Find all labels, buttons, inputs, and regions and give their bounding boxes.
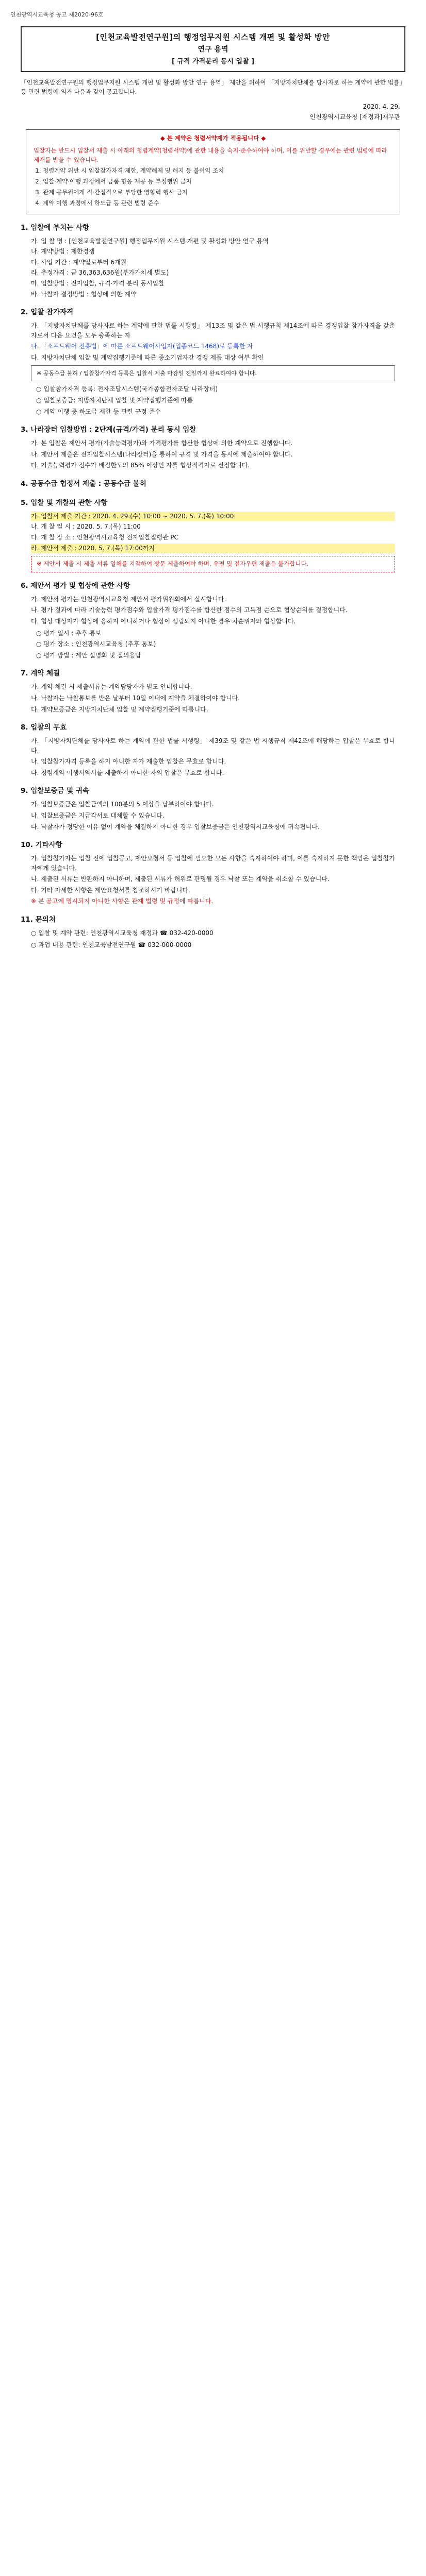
section-4-title: 4. 공동수급 협정서 제출 : 공동수급 불허 <box>21 479 146 488</box>
section-1-item: 가. 입 찰 명 : [인천교육발전연구원] 행정업무지원 시스템 개편 및 활성화 방안 연구 용역 <box>31 237 269 245</box>
notice-page <box>10 0 416 972</box>
section-5-item: 나. 개 찰 일 시 : 2020. 5. 7.(목) 11:00 <box>31 523 141 531</box>
section-10-title: 10. 기타사항 <box>21 841 62 850</box>
section-9-para: 나. 입찰보증금은 지급각서로 대체할 수 있습니다. <box>31 811 165 819</box>
section-1-item: 나. 계약방법 : 제한경쟁 <box>31 248 95 256</box>
integrity-item: 2. 입찰·계약·이행 과정에서 금품·향응 제공 등 부정행위 금지 <box>43 177 392 187</box>
section-10-para: 가. 입찰참가자는 입찰 전에 입찰공고, 제안요청서 등 입찰에 필요한 모든 사항을 숙지하여야 하며, 이를 숙지하지 못한 책임은 입찰참가자에게 있습니다. <box>31 855 395 872</box>
section-1-item: 바. 낙찰자 결정방법 : 협상에 의한 계약 <box>31 290 137 298</box>
section-3-para: 가. 본 입찰은 제안서 평가(기술능력평가)와 가격평가를 합산한 협상에 의한 계약으로 진행합니다. <box>31 439 293 447</box>
section-2-bullets <box>36 384 390 416</box>
sign-date: 2020. 4. 29. <box>363 103 400 110</box>
sign-org: 인천광역시교육청 [재정과]재무관 <box>309 113 400 121</box>
section-7-para: 가. 계약 체결 시 제출서류는 계약담당자가 별도 안내합니다. <box>31 683 192 691</box>
integrity-item: 3. 관계 공무원에게 직·간접적으로 부당한 영향력 행사 금지 <box>43 188 392 197</box>
section-10-para: 나. 제출된 서류는 반환하지 아니하며, 제출된 서류가 허위로 판명될 경우 낙찰 또는 계약을 취소할 수 있습니다. <box>31 875 330 883</box>
signature-block <box>26 102 400 122</box>
notice-subtitle: 연구 용역 <box>198 45 228 54</box>
section-9-title: 9. 입찰보증금 및 귀속 <box>21 787 89 795</box>
contact-line: ○ 과업 내용 관련: 인천교육발전연구원 ☎ 032-000-0000 <box>31 941 192 948</box>
section-6-bullet: ○ 평가 일시 : 추후 통보 <box>36 629 390 638</box>
section-2-bullet: ○ 입찰보증금: 지방자치단체 입찰 및 계약집행기준에 따름 <box>36 396 390 405</box>
section-2-bullet: ○ 입찰참가자격 등록: 전자조달시스템(국가종합전자조달 나라장터) <box>36 384 390 394</box>
section-8-para: 나. 입찰참가자격 등록을 하지 아니한 자가 제출한 입찰은 무효로 합니다. <box>31 758 226 766</box>
section-2-title: 2. 입찰 참가자격 <box>21 308 74 317</box>
section-5-title: 5. 입찰 및 개찰의 관한 사항 <box>21 498 108 507</box>
section-2-para: 다. 지방자치단체 입찰 및 계약집행기준에 따른 중소기업자간 경쟁 제품 대상 여부 확인 <box>31 353 264 361</box>
section-5-item: 가. 입찰서 제출 기간 : 2020. 4. 29.(수) 10:00 ~ 2020. 5. 7.(목) 10:00 <box>31 512 395 521</box>
contact-line: ○ 입찰 및 계약 관련: 인천광역시교육청 재정과 ☎ 032-420-0000 <box>31 929 214 937</box>
notice-title: [인천교육발전연구원]의 행정업무지원 시스템 개편 및 활성화 방안 <box>96 32 330 42</box>
section-5-box: ※ 제안서 제출 시 제출 서류 일체를 지참하여 방문 제출하여야 하며, 우편 및 전자우편 제출은 불가합니다. <box>31 556 395 572</box>
integrity-list <box>43 166 392 208</box>
section-1-item: 마. 입찰방법 : 전자입찰, 규격·가격 분리 동시입찰 <box>31 279 165 287</box>
section-7-para: 다. 계약보증금은 지방자치단체 입찰 및 계약집행기준에 따릅니다. <box>31 705 208 713</box>
section-2-note: ※ 공동수급 불허 / 입찰참가자격 등록은 입찰서 제출 마감일 전일까지 완료하여야 합니다. <box>31 365 395 381</box>
section-5-item: 다. 개 찰 장 소 : 인천광역시교육청 전자입찰집행관 PC <box>31 533 178 541</box>
intro-text: 「인천교육발전연구원의 행정업무지원 시스템 개편 및 활성화 방안 연구 용역」 제안을 위하여 「지방자치단체를 당사자로 하는 계약에 관한 법률」 등 관련 법령에 의거 다음과 같이 공고합니다. <box>21 79 405 95</box>
section-8-title: 8. 입찰의 무효 <box>21 723 67 732</box>
section-2-bullet: ○ 계약 이행 중 하도급 제한 등 관련 규정 준수 <box>36 407 390 417</box>
section-1-title: 1. 입찰에 부치는 사항 <box>21 223 89 232</box>
section-6-bullet: ○ 평가 장소 : 인천광역시교육청 (추후 통보) <box>36 639 390 649</box>
section-5-list <box>31 512 395 553</box>
section-9-para: 가. 입찰보증금은 입찰금액의 100분의 5 이상을 납부하여야 합니다. <box>31 801 214 808</box>
section-5-item: 라. 제안서 제출 : 2020. 5. 7.(목) 17:00까지 <box>31 544 395 553</box>
integrity-notice-text: 입찰자는 반드시 입찰서 제출 시 아래의 청렴계약(청렴서약)에 관한 내용을 숙지·준수하여야 하며, 이를 위반할 경우에는 관련 법령에 따라 제재를 받을 수 있습니다. <box>34 146 387 163</box>
section-6-para: 가. 제안서 평가는 인천광역시교육청 제안서 평가위원회에서 실시합니다. <box>31 595 226 603</box>
section-2-para: 나. 「소프트웨어 진흥법」에 따른 소프트웨어사업자(업종코드 1468)로 등록한 자 <box>31 343 253 350</box>
section-3-para: 다. 기술능력평가 점수가 배점한도의 85% 이상인 자를 협상적격자로 선정합니다. <box>31 462 250 469</box>
section-1-item: 라. 추정가격 : 금 36,363,636원(부가가치세 별도) <box>31 269 169 277</box>
section-6-para: 다. 협상 대상자가 협상에 응하지 아니하거나 협상이 성립되지 아니한 경우 차순위자와 협상합니다. <box>31 618 296 625</box>
section-1-item: 다. 사업 기간 : 계약일로부터 6개월 <box>31 258 127 266</box>
section-7-para: 나. 낙찰자는 낙찰통보를 받은 날부터 10일 이내에 계약을 체결하여야 합니다. <box>31 694 240 702</box>
section-3-title: 3. 나라장터 입찰방법 : 2단계(규격/가격) 분리 동시 입찰 <box>21 426 196 434</box>
section-6-bullets <box>36 629 390 660</box>
section-6-title: 6. 제안서 평가 및 협상에 관한 사항 <box>21 581 130 590</box>
integrity-notice-head: ◆ 본 계약은 청렴서약제가 적용됩니다 ◆ <box>160 134 266 142</box>
section-6-para: 나. 평가 결과에 따라 기술능력 평가점수와 입찰가격 평가점수를 합산한 점수의 고득점 순으로 협상순위를 결정합니다. <box>31 606 348 614</box>
section-11-title: 11. 문의처 <box>21 916 56 924</box>
section-8-para: 다. 청렴계약 이행서약서를 제출하지 아니한 자의 입찰은 무효로 합니다. <box>31 769 224 776</box>
section-7-title: 7. 계약 체결 <box>21 669 60 678</box>
integrity-item: 1. 청렴계약 위반 시 입찰참가자격 제한, 계약해제 및 해지 등 불이익 조치 <box>43 166 392 176</box>
bid-type: [ 규격 가격분리 동시 입찰 ] <box>171 57 255 65</box>
section-2-para: 가. 「지방자치단체를 당사자로 하는 계약에 관한 법률 시행령」 제13조 및 같은 법 시행규칙 제14조에 따른 경쟁입찰 참가자격을 갖춘 자로서 다음 요건을 모두 충족하는 자 <box>31 322 395 339</box>
section-1-list <box>31 236 395 299</box>
section-6-bullet: ○ 평가 방법 : 제안 설명회 및 질의응답 <box>36 651 390 660</box>
section-10-para: 다. 기타 자세한 사항은 제안요청서를 참조하시기 바랍니다. <box>31 886 190 894</box>
section-9-para: 다. 낙찰자가 정당한 이유 없이 계약을 체결하지 아니한 경우 입찰보증금은 인천광역시교육청에 귀속됩니다. <box>31 823 320 831</box>
section-10-note: ※ 본 공고에 명시되지 아니한 사항은 관계 법령 및 규정에 따릅니다. <box>31 897 214 905</box>
section-3-para: 나. 제안서 제출은 전자입찰시스템(나라장터)을 통하여 규격 및 가격을 동시에 제출하여야 합니다. <box>31 450 293 458</box>
integrity-notice-box <box>26 129 400 214</box>
notice-number: 인천광역시교육청 공고 제2020-96호 <box>10 11 104 18</box>
section-8-para: 가. 「지방자치단체를 당사자로 하는 계약에 관한 법률 시행령」 제39조 및 같은 법 시행규칙 제42조에 해당하는 입찰은 무효로 합니다. <box>31 737 395 754</box>
title-box <box>21 26 405 72</box>
integrity-item: 4. 계약 이행 과정에서 하도급 등 관련 법령 준수 <box>43 199 392 208</box>
